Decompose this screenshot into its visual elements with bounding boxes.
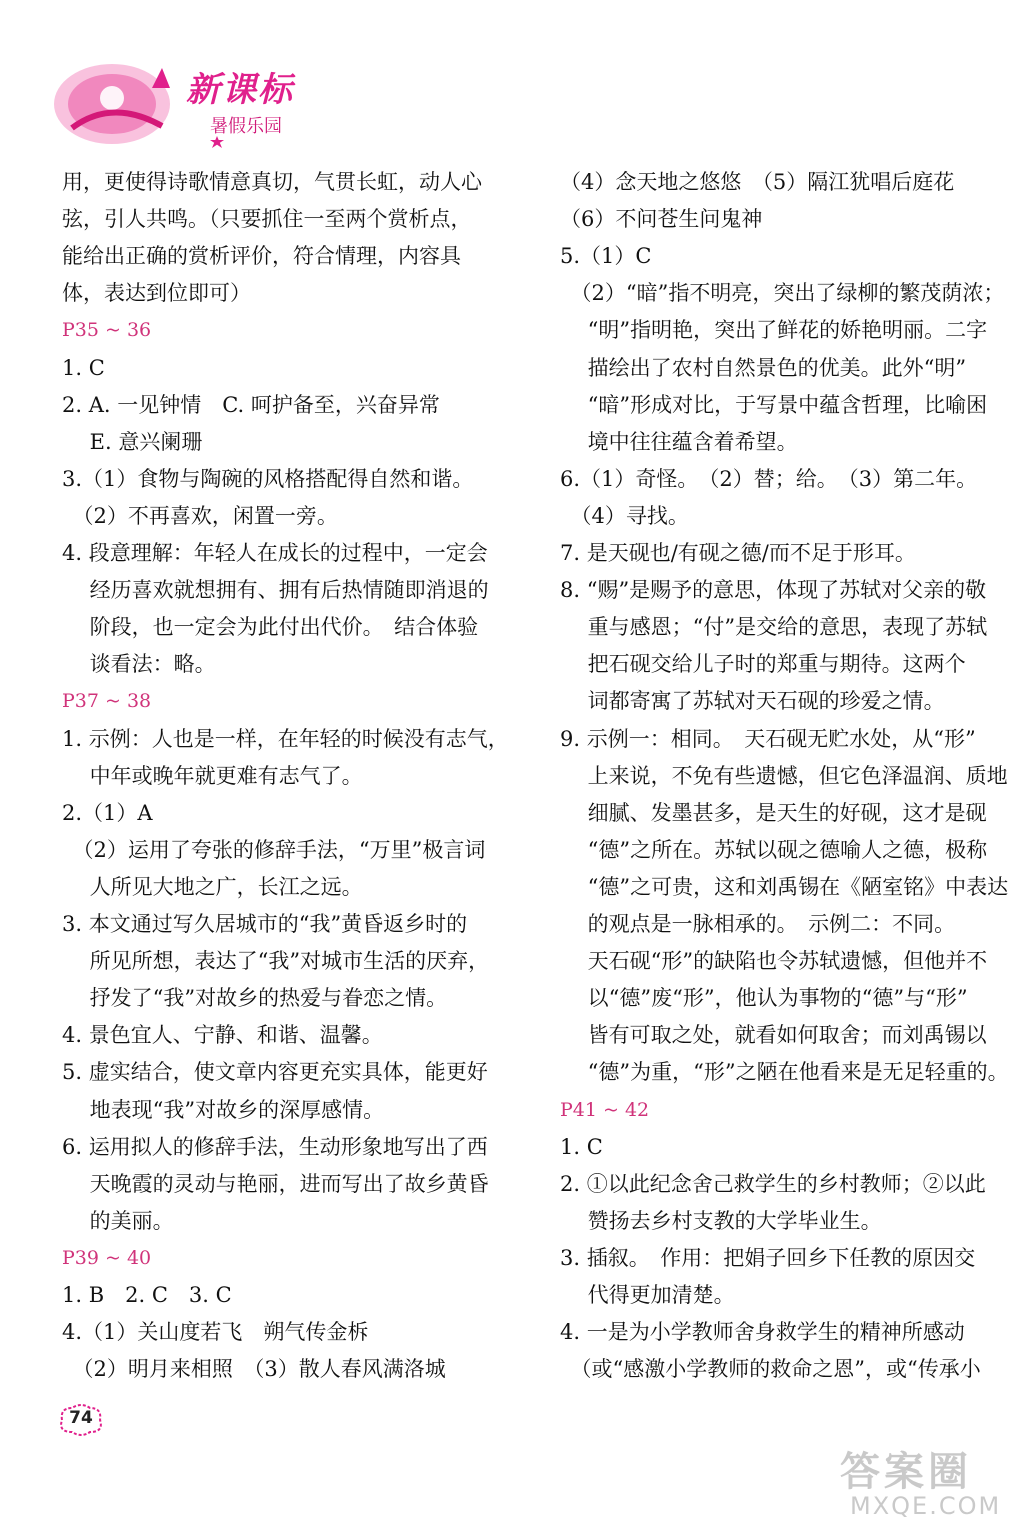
section-header: P35 ~ 36 [62, 319, 152, 342]
answer-line: 弦，引人共鸣。（只要抓住一至两个赏析点， [62, 207, 472, 232]
answer-line: 5. 虚实结合，使文章内容更充实具体，能更好 [62, 1060, 488, 1085]
watermark-logo: 答案圈 [840, 1449, 972, 1495]
answer-line: 体，表达到位即可） [62, 281, 251, 306]
answer-line: 细腻、发墨甚多，是天生的好砚，这才是砚 [560, 800, 987, 825]
answer-line: （2）“暗”指不明亮，突出了绿柳的繁茂荫浓； [560, 281, 1005, 306]
answer-line: （2）运用了夸张的修辞手法，“万里”极言词 [62, 837, 486, 862]
answer-line: 2. A. 一见钟情 C. 呵护备至，兴奋异常 [62, 392, 440, 417]
answer-line: 4. 段意理解：年轻人在成长的过程中，一定会 [62, 541, 488, 565]
answer-line: 4. 景色宜人、宁静、和谐、温馨。 [62, 1023, 383, 1048]
answer-line: 上来说，不免有些遗憾，但它色泽温润、质地 [560, 763, 1008, 788]
logo-title: 新课标 [186, 70, 294, 110]
answer-line: （4）寻找。 [560, 503, 689, 528]
watermark [830, 1440, 1010, 1530]
answer-line: 3.（1）食物与陶碗的风格搭配得自然和谐。 [62, 466, 474, 491]
answer-line: “德”之可贵，这和刘禹锡在《陋室铭》中表达 [560, 874, 1009, 899]
section-header: P41 ~ 42 [560, 1098, 650, 1121]
answer-line: “德”之所在。苏轼以砚之德喻人之德，极称 [560, 837, 988, 862]
answer-line: 的美丽。 [62, 1208, 174, 1233]
answer-line: 谈看法：略。 [62, 652, 216, 677]
answer-line: 皆有可取之处，就看如何取舍；而刘禹锡以 [560, 1023, 987, 1048]
answer-line: 9. 示例一：相同。 天石砚无贮水处，从“形” [560, 726, 976, 751]
answer-line: E. 意兴阑珊 [62, 429, 203, 454]
answer-line: 3. 插叙。 作用：把娟子回乡下任教的原因交 [560, 1245, 976, 1270]
logo-subtitle: 暑假乐园 [210, 116, 282, 137]
answer-line: （或“感激小学教师的救命之恩”，或“传承小 [560, 1357, 981, 1382]
answer-line: 境中往往蕴含着希望。 [560, 429, 798, 454]
answer-line: 所见所想，表达了“我”对城市生活的厌弃， [62, 949, 490, 974]
answer-line: 天石砚“形”的缺陷也令苏轼遗憾，但他并不 [560, 949, 988, 974]
answer-line: 赞扬去乡村支教的大学毕业生。 [560, 1208, 882, 1233]
answer-line: 6. 运用拟人的修辞手法，生动形象地写出了西 [62, 1134, 488, 1159]
answer-line: 天晚霞的灵动与艳丽，进而写出了故乡黄昏 [62, 1171, 489, 1196]
answer-line: 4.（1）关山度若飞 朔气传金柝 [62, 1320, 369, 1345]
page-number: 74 [69, 1408, 93, 1428]
section-header: P37 ~ 38 [62, 690, 152, 713]
answer-line: 2.（1）A [62, 800, 153, 825]
answer-line: 5.（1）C [560, 244, 652, 269]
answer-line: 1. B 2. C 3. C [62, 1283, 232, 1307]
answer-line: 人所见大地之广，长江之远。 [62, 874, 363, 899]
answer-line: 2. ①以此纪念舍己救学生的乡村教师；②以此 [560, 1171, 986, 1196]
answer-line: 8. “赐”是赐予的意思，体现了苏轼对父亲的敬 [560, 578, 987, 603]
answer-line: “德”为重，“形”之陋在他看来是无足轻重的。 [560, 1060, 1009, 1085]
answer-line: 的观点是一脉相承的。 示例二：不同。 [560, 912, 956, 936]
answer-line: 词都寄寓了苏轼对天石砚的珍爱之情。 [560, 689, 945, 714]
answer-line: 1. C [560, 1134, 603, 1159]
answer-line: 1. C [62, 355, 105, 380]
answer-line: 经历喜欢就想拥有、拥有后热情随即消退的 [62, 578, 489, 603]
answer-line: （2）明月来相照 （3）散人春风满洛城 [62, 1357, 446, 1382]
answer-line: “明”指明艳，突出了鲜花的娇艳明丽。二字 [560, 318, 988, 343]
answer-line: 地表现“我”对故乡的深厚感情。 [62, 1097, 385, 1122]
answer-line: 中年或晚年就更难有志气了。 [62, 763, 363, 788]
answer-line: 把石砚交给儿子时的郑重与期待。这两个 [560, 652, 966, 677]
answer-line: 用，更使得诗歌情意真切，气贯长虹，动人心 [62, 170, 482, 194]
page-number-badge [56, 1402, 106, 1442]
watermark-url: MXQE.COM [850, 1492, 1002, 1520]
answer-line: 4. 一是为小学教师舍身救学生的精神所感动 [560, 1320, 965, 1345]
answer-line: 阶段，也一定会为此付出代价。 结合体验 [62, 615, 479, 640]
answer-line: 抒发了“我”对故乡的热爱与眷恋之情。 [62, 986, 448, 1011]
answer-line: 7. 是天砚也/有砚之德/而不足于形耳。 [560, 541, 916, 565]
answer-line: 6.（1）奇怪。 （2）替；给。 （3）第二年。 [560, 466, 978, 491]
answer-line: （2）不再喜欢，闲置一旁。 [62, 503, 338, 528]
answer-line: （4）念天地之悠悠 （5）隔江犹唱后庭花 [560, 170, 955, 194]
answer-line: 代得更加清楚。 [560, 1283, 735, 1307]
answer-line: （6）不问苍生问鬼神 [560, 207, 763, 232]
answer-line: 描绘出了农村自然景色的优美。此外“明” [560, 355, 967, 380]
answer-line: 1. 示例：人也是一样，在年轻的时候没有志气， [62, 726, 509, 751]
answer-line: 以“德”废“形”，他认为事物的“德”与“形” [560, 986, 968, 1011]
answer-line: 重与感恩；“付”是交给的意思，表现了苏轼 [560, 615, 988, 640]
answer-line: 能给出正确的赏析评价，符合情理，内容具 [62, 244, 461, 269]
answer-line: “暗”形成对比，于写景中蕴含哲理，比喻困 [560, 392, 988, 417]
section-header: P39 ~ 40 [62, 1246, 152, 1269]
answer-line: 3. 本文通过写久居城市的“我”黄昏返乡时的 [62, 912, 468, 936]
